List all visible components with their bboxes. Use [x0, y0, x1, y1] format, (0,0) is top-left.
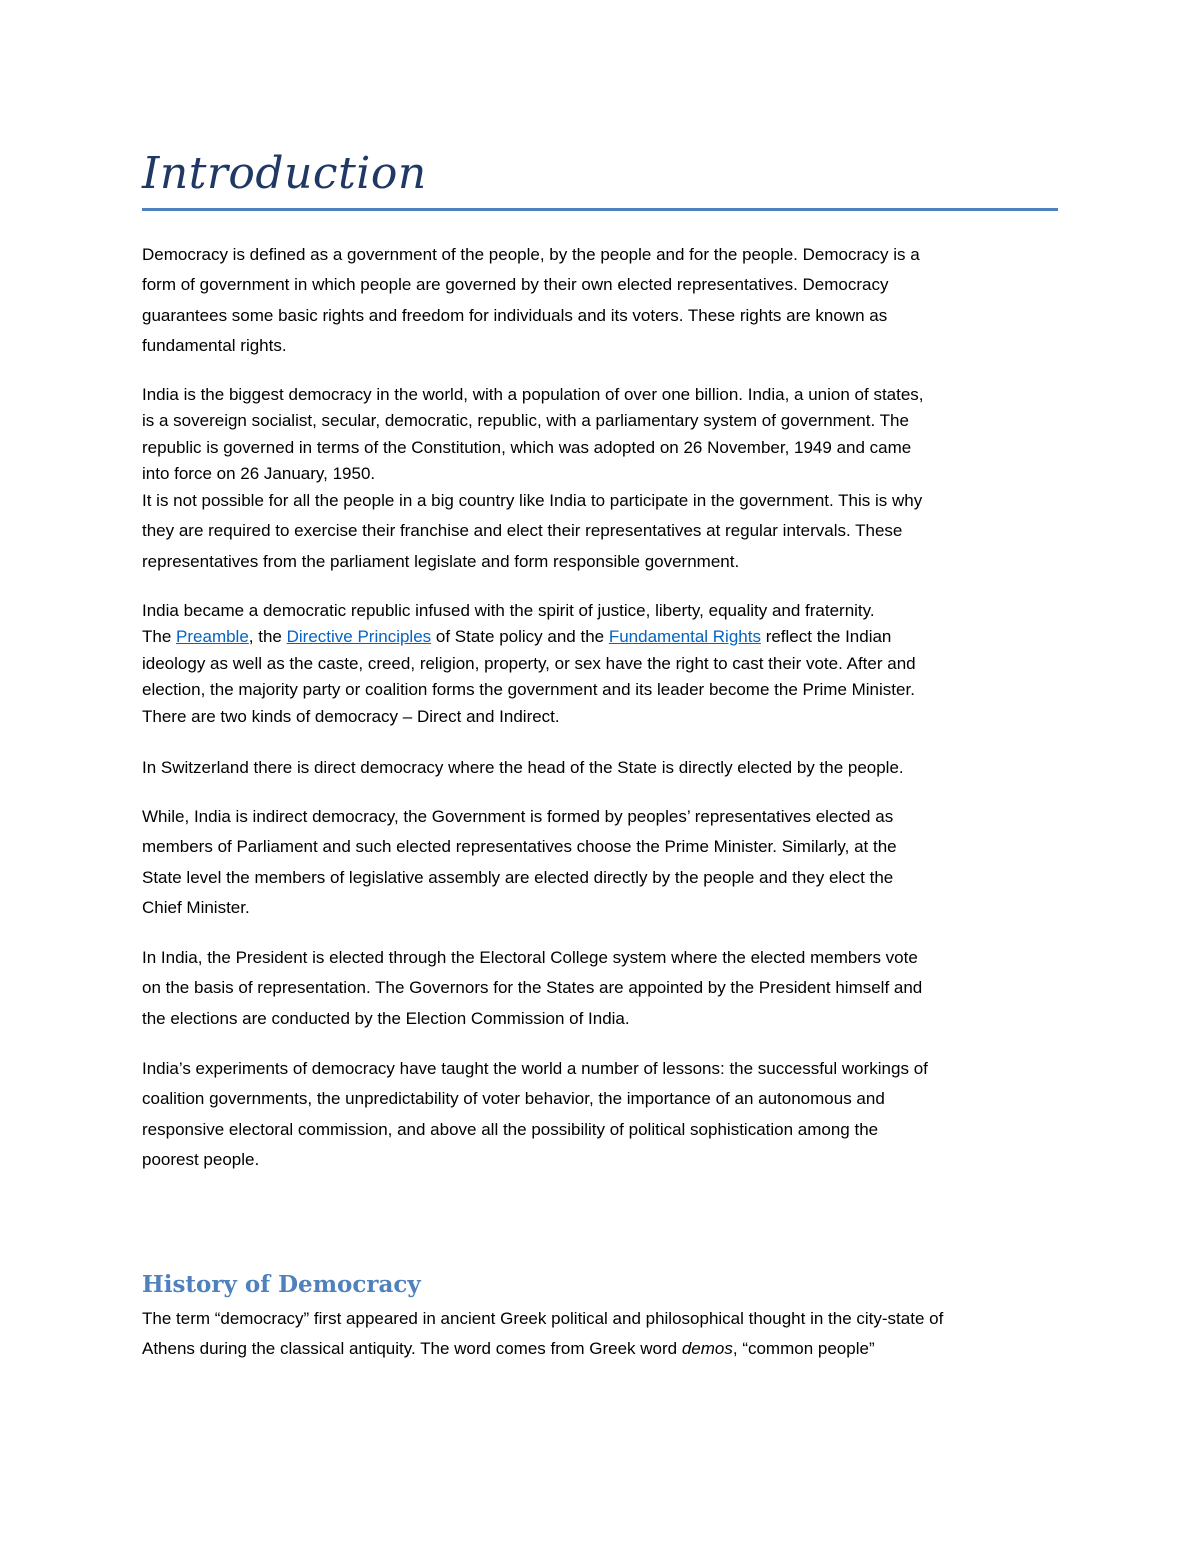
text-line: While, India is indirect democracy, the Government is formed by peoples’ representatives elected as	[142, 807, 894, 826]
paragraph-experiments	[142, 1054, 928, 1175]
paragraph-indirect-democracy	[142, 802, 897, 923]
text-line: fundamental rights.	[142, 335, 287, 355]
text-line-with-italic	[142, 1334, 943, 1364]
text-line: form of government in which people are governed by their own elected representatives. Democracy	[142, 275, 889, 295]
text-line: ideology as well as the caste, creed, religion, property, or sex have the right to cast their vote. After and	[142, 653, 916, 673]
paragraph-history	[142, 1304, 943, 1365]
text-line: election, the majority party or coalition forms the government and its leader become the Prime Minister.	[142, 680, 915, 700]
preamble-link[interactable]: Preamble	[176, 627, 249, 647]
paragraph-representatives	[142, 486, 922, 577]
text-line: members of Parliament and such elected representatives choose the Prime Minister. Similarly, at the	[142, 837, 897, 857]
italic-term-demos: demos	[681, 1339, 733, 1359]
text-line: republic is governed in terms of the Constitution, which was adopted on 26 November, 1949 and came	[142, 437, 912, 457]
title-underline-rule	[142, 208, 1058, 211]
text-line: the elections are conducted by the Election Commission of India.	[142, 1008, 630, 1028]
text-fragment: , the	[248, 627, 287, 647]
text-line: coalition governments, the unpredictability of voter behavior, the importance of an autonomous and	[142, 1089, 885, 1109]
text-line: Democracy is defined as a government of the people, by the people and for the people. Democracy is a	[142, 245, 920, 264]
text-fragment: , “common people”	[732, 1339, 875, 1359]
text-line: into force on 26 January, 1950.	[142, 464, 376, 484]
text-fragment: Athens during the classical antiquity. The word comes from Greek word	[142, 1339, 682, 1359]
text-fragment: reflect the Indian	[760, 627, 892, 647]
text-line: Chief Minister.	[142, 897, 250, 917]
paragraph-democracy-definition	[142, 240, 920, 361]
text-line: State level the members of legislative assembly are elected directly by the people and they elect the	[142, 867, 894, 887]
text-line-with-links	[142, 624, 916, 650]
text-line: guarantees some basic rights and freedom for individuals and its voters. These rights are known as	[142, 305, 888, 325]
text-fragment: of State policy and the	[431, 627, 609, 647]
text-fragment: The	[142, 627, 177, 647]
text-line: India’s experiments of democracy have taught the world a number of lessons: the successful workings of	[142, 1059, 928, 1078]
text-line: There are two kinds of democracy – Direct and Indirect.	[142, 706, 560, 726]
fundamental-rights-link[interactable]: Fundamental Rights	[608, 627, 761, 647]
text-line: India became a democratic republic infused with the spirit of justice, liberty, equality and fraternity.	[142, 601, 875, 620]
text-line: The term “democracy” first appeared in ancient Greek political and philosophical thought in the city-state of	[142, 1309, 944, 1328]
text-line: poorest people.	[142, 1149, 260, 1169]
text-line: representatives from the parliament legislate and form responsible government.	[142, 551, 740, 571]
text-line: is a sovereign socialist, secular, democratic, republic, with a parliamentary system of government. The	[142, 411, 909, 431]
text-line: In Switzerland there is direct democracy where the head of the State is directly elected by the people.	[142, 758, 904, 777]
page-title: Introduction	[142, 148, 427, 199]
paragraph-president-election	[142, 943, 922, 1034]
paragraph-democratic-republic	[142, 598, 916, 730]
directive-principles-link[interactable]: Directive Principles	[286, 627, 432, 647]
text-line: It is not possible for all the people in a big country like India to participate in the government. This is why	[142, 491, 923, 510]
section-heading-history: History of Democracy	[142, 1271, 421, 1298]
paragraph-india-democracy	[142, 382, 924, 488]
text-line: India is the biggest democracy in the world, with a population of over one billion. India, a union of states,	[142, 385, 924, 404]
text-line: In India, the President is elected through the Electoral College system where the elected members vote	[142, 948, 918, 967]
paragraph-switzerland	[142, 753, 904, 783]
text-line: responsive electoral commission, and above all the possibility of political sophistication among the	[142, 1119, 879, 1139]
text-line: they are required to exercise their franchise and elect their representatives at regular intervals. These	[142, 521, 903, 541]
text-line: on the basis of representation. The Governors for the States are appointed by the President himself and	[142, 978, 923, 998]
